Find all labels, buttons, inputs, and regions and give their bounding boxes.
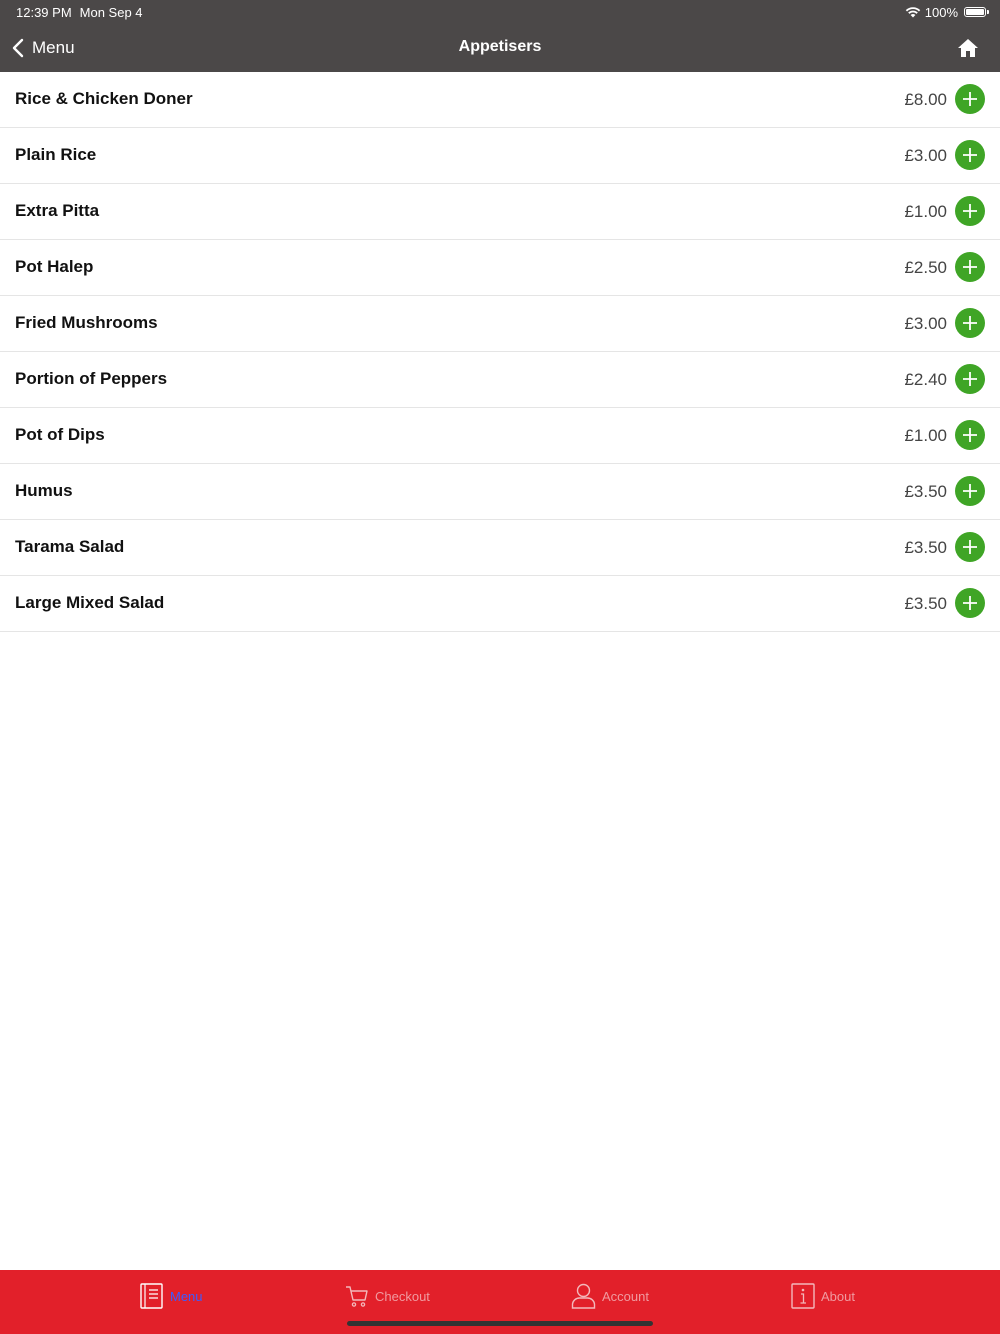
item-name: Pot Halep [15, 257, 94, 276]
add-item-button[interactable] [955, 196, 985, 226]
item-name: Rice & Chicken Doner [15, 89, 193, 108]
plus-icon [962, 203, 978, 219]
add-item-button[interactable] [955, 308, 985, 338]
add-item-button[interactable] [955, 140, 985, 170]
home-icon [956, 36, 980, 60]
person-icon [571, 1283, 596, 1309]
list-item[interactable] [0, 72, 1000, 128]
home-indicator [347, 1321, 653, 1326]
add-item-button[interactable] [955, 532, 985, 562]
battery-icon [964, 7, 986, 17]
list-item[interactable] [0, 128, 1000, 184]
plus-icon [962, 259, 978, 275]
item-price: £1.00 [904, 202, 947, 221]
list-item[interactable] [0, 296, 1000, 352]
battery-fill [966, 9, 984, 15]
item-price: £1.00 [904, 426, 947, 445]
list-item[interactable] [0, 576, 1000, 632]
home-button[interactable] [956, 36, 980, 60]
list-item[interactable] [0, 240, 1000, 296]
item-name: Extra Pitta [15, 201, 100, 220]
tab-about[interactable] [791, 1282, 855, 1310]
list-item[interactable] [0, 408, 1000, 464]
status-date: Mon Sep 4 [79, 5, 143, 20]
item-name: Plain Rice [15, 145, 97, 164]
info-icon [791, 1283, 815, 1309]
item-price: £3.50 [904, 482, 947, 501]
item-price: £3.00 [904, 146, 947, 165]
tab-menu[interactable] [140, 1282, 203, 1310]
item-name: Portion of Peppers [15, 369, 168, 388]
status-indicators [905, 4, 986, 20]
plus-icon [962, 91, 978, 107]
list-item[interactable] [0, 352, 1000, 408]
list-item[interactable] [0, 464, 1000, 520]
add-item-button[interactable] [955, 364, 985, 394]
menu-book-icon [140, 1283, 164, 1309]
item-price: £3.50 [904, 538, 947, 557]
list-item[interactable] [0, 184, 1000, 240]
add-item-button[interactable] [955, 252, 985, 282]
plus-icon [962, 595, 978, 611]
list-item[interactable] [0, 520, 1000, 576]
add-item-button[interactable] [955, 84, 985, 114]
page-title: Appetisers [458, 38, 542, 55]
plus-icon [962, 315, 978, 331]
cart-icon [345, 1284, 369, 1308]
wifi-icon [905, 6, 921, 18]
item-name: Tarama Salad [15, 537, 125, 556]
item-price: £3.00 [904, 314, 947, 333]
tab-checkout[interactable] [345, 1282, 430, 1310]
tab-label: About [821, 1288, 855, 1304]
item-price: £2.40 [904, 370, 947, 389]
tab-label: Account [602, 1288, 649, 1304]
top-bar [0, 0, 1000, 72]
add-item-button[interactable] [955, 588, 985, 618]
tab-account[interactable] [571, 1282, 649, 1310]
add-item-button[interactable] [955, 476, 985, 506]
item-list [0, 72, 1000, 632]
plus-icon [962, 371, 978, 387]
back-button-label: Menu [32, 38, 75, 57]
item-name: Fried Mushrooms [15, 313, 158, 332]
plus-icon [962, 147, 978, 163]
battery-percent: 100% [924, 4, 958, 20]
plus-icon [962, 539, 978, 555]
plus-icon [962, 483, 978, 499]
item-name: Large Mixed Salad [15, 593, 165, 612]
tab-label: Menu [170, 1288, 203, 1304]
item-name: Humus [15, 481, 73, 500]
item-price: £2.50 [904, 258, 947, 277]
status-time-text: 12:39 PM [16, 5, 72, 20]
item-name: Pot of Dips [15, 425, 105, 444]
item-price: £3.50 [904, 594, 947, 613]
tab-label: Checkout [375, 1288, 430, 1304]
item-price: £8.00 [904, 90, 947, 109]
plus-icon [962, 427, 978, 443]
add-item-button[interactable] [955, 420, 985, 450]
status-time [16, 5, 143, 20]
